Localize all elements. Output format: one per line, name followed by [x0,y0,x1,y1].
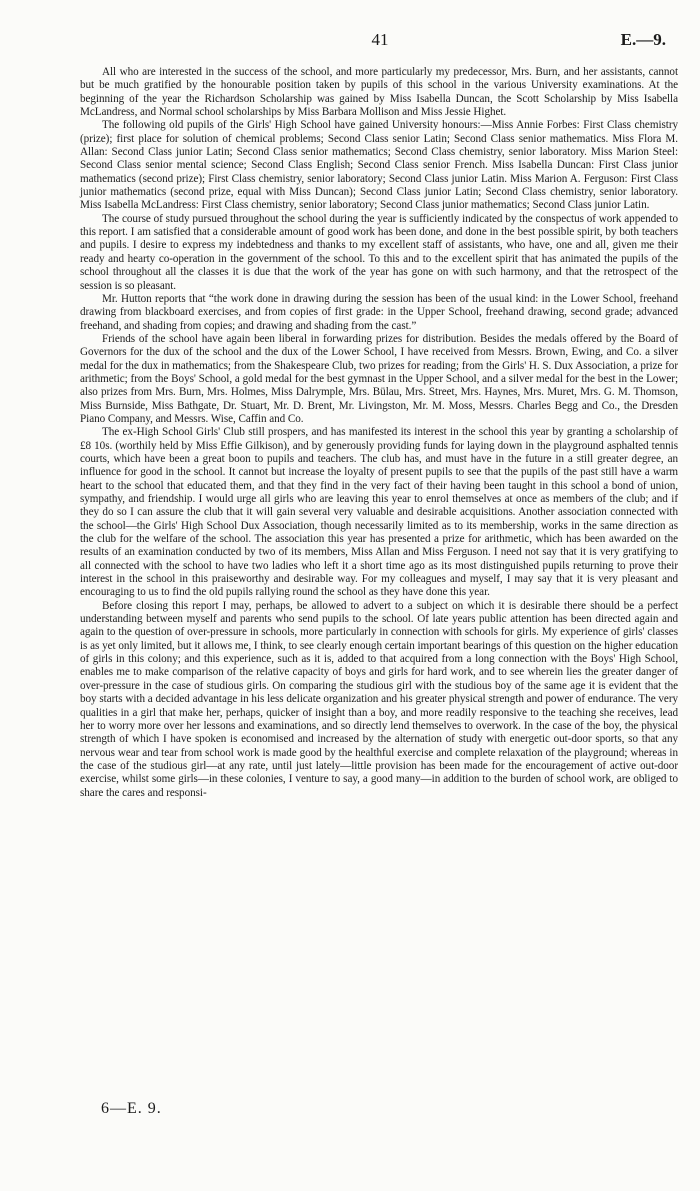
page-number: 41 [371,30,389,49]
paragraph-university-honours: The following old pupils of the Girls' High School have gained University honours:—Miss Annie Forbes: First Class chemistry (prize); first place for solution of chemical problems; Second Class senior Latin; Second Class senior mathematics. Miss Flora M. Allan: Second Class junior Latin; Second Class senior mathematics; Second Class chemistry, senior laboratory. Miss Marion Steel: Second Class senior mental science; Second Class English; Second Class senior French. Miss Isabella Duncan: First Class junior mathematics (second prize); First Class chemistry, senior laboratory; Second Class junior Latin. Miss Marion A. Ferguson: First Class junior mathematics (second prize, equal with Miss Duncan); Second Class junior Latin; Second Class chemistry, senior laboratory. Miss Isabella McLandress: First Class chemistry, senior laboratory; Second Class junior mathematics; Second Class junior Latin. [80,119,678,212]
paragraph-drawing-report: Mr. Hutton reports that “the work done in drawing during the session has been of the usual kind: in the Lower School, freehand drawing from blackboard exercises, and from copies of first grade: in the Upper School, freehand drawing, second grade; advanced freehand, and shading from copies; and drawing and shading from the cast.” [80,292,678,332]
paragraph-university-examinations: All who are interested in the success of the school, and more particularly my predecessor, Mrs. Burn, and her assistants, cannot but be much gratified by the honourable position taken by pupils of this school in the various University examinations. At the beginning of the year the Richardson Scholarship was gained by Miss Isabella Duncan, the Scott Scholarship by Miss Isabella McLandress, and Normal school scholarships by Miss Barbara Mollison and Miss Jessie Highet. [80,66,678,119]
paragraph-girls-club: The ex-High School Girls' Club still prospers, and has manifested its interest in the school this year by granting a scholarship of £8 10s. (worthily held by Miss Effie Gilkison), and by generously providing funds for laying down in the playground asphalted tennis courts, which have been a great boon to pupils and teachers. The club has, and must have in the future in a still greater degree, an influence for good in the school. It cannot but increase the loyalty of present pupils to see that the pupils of the past still have a warm heart to the school that educated them, and that they find in the very fact of their having been taught in this school a bond of union, sympathy, and friendship. I would urge all girls who are leaving this year to enrol themselves at once as members of the club; and if they do so I can assure the club that it will gain several very valuable and desirable acquisitions. Another association connected with the school—the Girls' High School Dux Association, though necessarily limited as to its membership, works in the same direction as the club for the welfare of the school. The association this year has presented a prize for arithmetic, which has been awarded on the results of an examination conducted by two of its members, Miss Allan and Miss Ferguson. I need not say that it is very gratifying to all connected with the school to have two ladies who left it a short time ago as its most distinguished pupils returning to prove their interest in the school in this praiseworthy and desirable way. For my colleagues and myself, I may say that it is very pleasant and encouraging to us to find the old pupils rallying round the school as they have done this year. [80,426,678,599]
paragraph-prizes: Friends of the school have again been liberal in forwarding prizes for distribution. Besides the medals offered by the Board of Governors for the dux of the school and the dux of the Lower School, I have received from Messrs. Brown, Ewing, and Co. a silver medal for the dux in mathematics; from the Shakespeare Club, two prizes for reading; from the Girls' H. S. Dux Association, a prize for arithmetic; from the Boys' School, a gold medal for the best gymnast in the Upper School, and a silver medal for the best in the Lower; also prizes from Mrs. Burn, Mrs. Holmes, Miss Dalrymple, Mrs. Bülau, Mrs. Street, Mrs. Haynes, Mrs. Muret, Mrs. G. M. Thomson, Miss Burnside, Miss Bathgate, Dr. Stuart, Mr. D. Brent, Mr. Livingston, Mr. M. Moss, Messrs. Charles Begg and Co., the Dresden Piano Company, and Messrs. Wise, Caffin and Co. [80,332,678,425]
page-reference: E.—9. [620,30,666,49]
paragraph-course-of-study: The course of study pursued throughout the school during the year is sufficiently indicated by the conspectus of work appended to this report. I am satisfied that a considerable amount of good work has been done, and done in the best possible spirit, by both teachers and pupils. I desire to express my indebtedness and thanks to my excellent staff of assistants, who have, one and all, given me their ready and hearty co-operation in the government of the school. To this and to the excellent spirit that has animated the pupils of the school throughout all the classes it is due that the work of the year has gone on with such harmony, and that the retrospect of the session is so pleasant. [80,212,678,292]
signature-mark: 6—E. 9. [101,1100,162,1117]
paragraph-over-pressure: Before closing this report I may, perhaps, be allowed to advert to a subject on which it is desirable there should be a perfect understanding between myself and parents who send pupils to the school. Of late years public attention has been directed again and again to the question of over-pressure in schools, more particularly in connection with schools for girls. My experience of girls' classes is as yet only limited, but it allows me, I think, to see clearly enough certain important bearings of this question on the higher education of girls in this colony; and this experience, such as it is, added to that acquired from a long connection with the Boys' High School, enables me to make comparison of the relative capacity of boys and girls for hard work, and to see wherein lies the greater danger of over-pressure in the case of studious girls. On comparing the studious girl with the studious boy of the same age it is evident that the boy starts with a decided advantage in his less delicate organization and his greater physical strength and power of endurance. The very qualities in a girl that make her, perhaps, quicker of insight than a boy, and more readily responsive to the teaching she receives, lead her to worry more over her lessons and examinations, and so directly lend themselves to overwork. In the case of the boy, the physical strength of which I have spoken is economised and increased by the alternation of study with energetic out-door sports, so that any nervous wear and tear from school work is made good by the healthful exercise and complete relaxation of the playground; whereas in the case of the studious girl—at any rate, until just lately—little provision has been made for the encouragement of active out-door exercise, whilst some girls—in these colonies, I venture to say, a good many—in addition to the burden of school work, are obliged to share the cares and responsi- [80,599,678,799]
report-body [80,66,678,800]
page-header [80,30,680,54]
